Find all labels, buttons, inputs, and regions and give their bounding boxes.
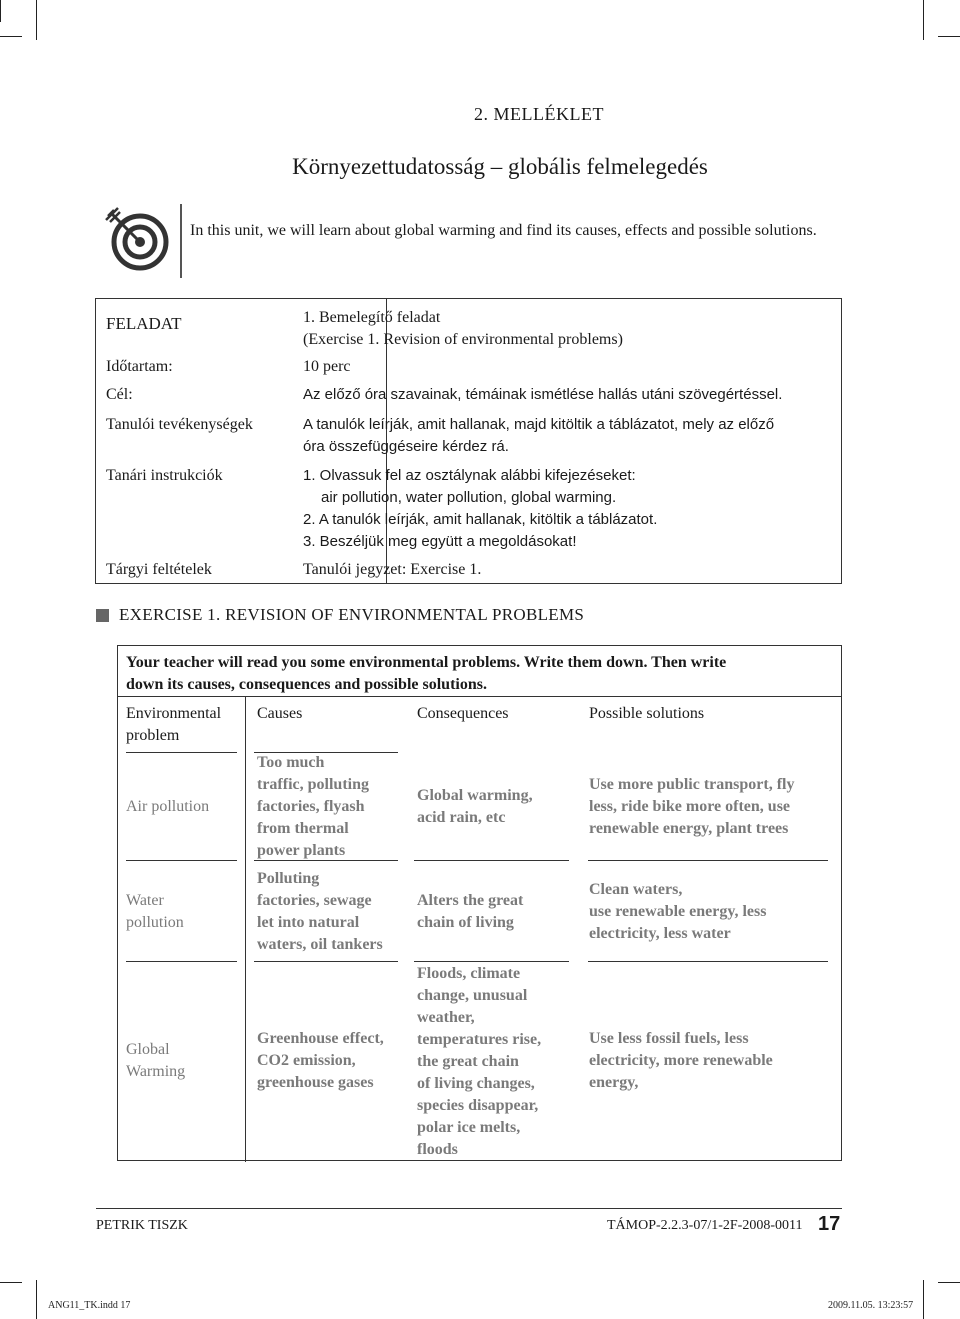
goal-value: Az előző óra szavainak, témáinak ismétlése hallás utáni szövegértéssel. [303,386,783,403]
cell-line: temperatures rise, [417,1031,542,1048]
row-divider [126,961,237,962]
duration-value: 10 perc [303,358,351,375]
cell-line: Water [126,892,164,909]
crop-mark [0,0,1,22]
instruction-step: 2. A tanulók leírják, amit hallanak, kitöltik a táblázatot. [303,511,658,528]
teacher-instructions-label: Tanári instrukciók [106,467,223,484]
causes-cell [257,1028,384,1094]
crop-mark [36,1280,37,1319]
target-arrow-icon [104,206,170,272]
task-table [95,298,842,584]
cell-line: Use more public transport, fly [589,776,795,793]
cell-line: renewable energy, plant trees [589,820,789,837]
crop-mark [36,0,37,40]
crop-mark [923,1280,924,1319]
materials-label: Tárgyi feltételek [106,561,212,578]
exercise-instruction [118,646,841,697]
page-title: Környezettudatosság – globális felmelegedés [292,154,708,179]
materials-value: Tanulói jegyzet: Exercise 1. [303,561,482,578]
intro-divider [180,204,182,278]
row-divider [414,860,569,861]
cell-line: traffic, polluting [257,776,369,793]
cell-line: waters, oil tankers [257,936,383,953]
instruction-step: 3. Beszéljük meg együtt a megoldásokat! [303,533,577,550]
cell-line: Global warming, [417,787,533,804]
footer-rule [96,1208,842,1209]
cell-line: Floods, climate [417,965,521,982]
column-header [126,703,221,747]
cell-line: Clean waters, [589,881,683,898]
task-value [303,307,623,351]
student-activity-value [303,414,774,458]
goal-label: Cél: [106,386,133,403]
cell-line: power plants [257,842,346,859]
task-exercise-title: 1. Bemelegítő feladat [303,309,441,326]
row-divider [588,961,828,962]
cell-line: Global [126,1041,170,1058]
cell-line: Alters the great [417,892,524,909]
consequences-cell [417,785,533,829]
cell-line: from thermal [257,820,349,837]
task-exercise-subtitle: (Exercise 1. Revision of environmental problems) [303,331,623,348]
causes-cell [257,752,369,862]
cell-line: Use less fossil fuels, less [589,1030,749,1047]
row-divider [126,752,237,753]
teacher-instructions-value [303,465,657,553]
student-activity-line: A tanulók leírják, amit hallanak, majd kitöltik a táblázatot, mely az előző [303,416,775,433]
row-divider [588,860,828,861]
column-header: Consequences [417,705,509,722]
exercise-table [117,645,842,1161]
crop-mark [923,0,924,40]
column-header: Causes [257,705,303,722]
column-header-line: problem [126,727,180,744]
intro-text: In this unit, we will learn about global warming and find its causes, effects and possible solutions. [190,222,817,239]
exercise-title: EXERCISE 1. REVISION OF ENVIRONMENTAL PROBLEMS [119,605,585,624]
footer-project-code: TÁMOP-2.2.3-07/1-2F-2008-0011 [607,1218,803,1233]
cell-line: polar ice melts, [417,1119,521,1136]
cell-line: weather, [417,1009,475,1026]
cell-line: Warming [126,1063,186,1080]
solutions-cell [589,1028,773,1094]
crop-mark [0,1282,22,1283]
student-activity-label: Tanulói tevékenységek [106,416,253,433]
cell-line: floods [417,1141,458,1158]
consequences-cell [417,890,523,934]
crop-mark [938,1282,960,1283]
cell-line: let into natural [257,914,360,931]
page-number: 17 [818,1213,841,1235]
cell-line: electricity, more renewable [589,1052,773,1069]
solutions-cell [589,774,794,840]
cell-line: chain of living [417,914,514,931]
solutions-cell [589,879,766,945]
cell-line: Greenhouse effect, [257,1030,384,1047]
cell-line: energy, [589,1074,639,1091]
cell-line: change, unusual [417,987,528,1004]
instruction-step: air pollution, water pollution, global warming. [321,489,617,506]
consequences-cell [417,963,541,1161]
cell-line: Too much [257,754,325,771]
bullet-square [96,609,109,622]
cell-line: the great chain [417,1053,519,1070]
cell-line: greenhouse gases [257,1074,374,1091]
cell-line: CO2 emission, [257,1052,356,1069]
column-divider [245,697,246,1162]
cell-line: of living changes, [417,1075,535,1092]
instruction-line: Your teacher will read you some environmental problems. Write them down. Then write [126,654,727,671]
cell-line: electricity, less water [589,925,731,942]
student-activity-line: óra összefüggéseire kérdez rá. [303,438,509,455]
column-header: Possible solutions [589,705,705,722]
cell-line: species disappear, [417,1097,539,1114]
cell-line: Air pollution [126,798,210,815]
cell-line: acid rain, etc [417,809,506,826]
column-header-line: Environmental [126,705,222,722]
instruction-step: 1. Olvassuk fel az osztálynak alábbi kifejezéseket: [303,467,636,484]
print-slug-file: ANG11_TK.indd 17 [48,1300,131,1311]
footer-publisher: PETRIK TISZK [96,1218,188,1233]
cell-line: pollution [126,914,184,931]
problem-cell [126,1039,185,1083]
problem-cell [126,796,209,818]
duration-label: Időtartam: [106,358,173,375]
crop-mark [938,36,960,37]
row-divider [414,961,569,962]
row-divider [126,860,237,861]
problem-cell [126,890,184,934]
task-label: FELADAT [106,314,182,333]
crop-mark [0,36,22,37]
cell-line: less, ride bike more often, use [589,798,791,815]
print-slug-date: 2009.11.05. 13:23:57 [828,1300,914,1311]
cell-line: factories, flyash [257,798,365,815]
row-divider [254,961,398,962]
appendix-heading: 2. MELLÉKLET [474,104,604,124]
cell-line: factories, sewage [257,892,372,909]
instruction-line: down its causes, consequences and possible solutions. [126,676,487,693]
causes-cell [257,868,383,956]
cell-line: Polluting [257,870,320,887]
cell-line: use renewable energy, less [589,903,767,920]
